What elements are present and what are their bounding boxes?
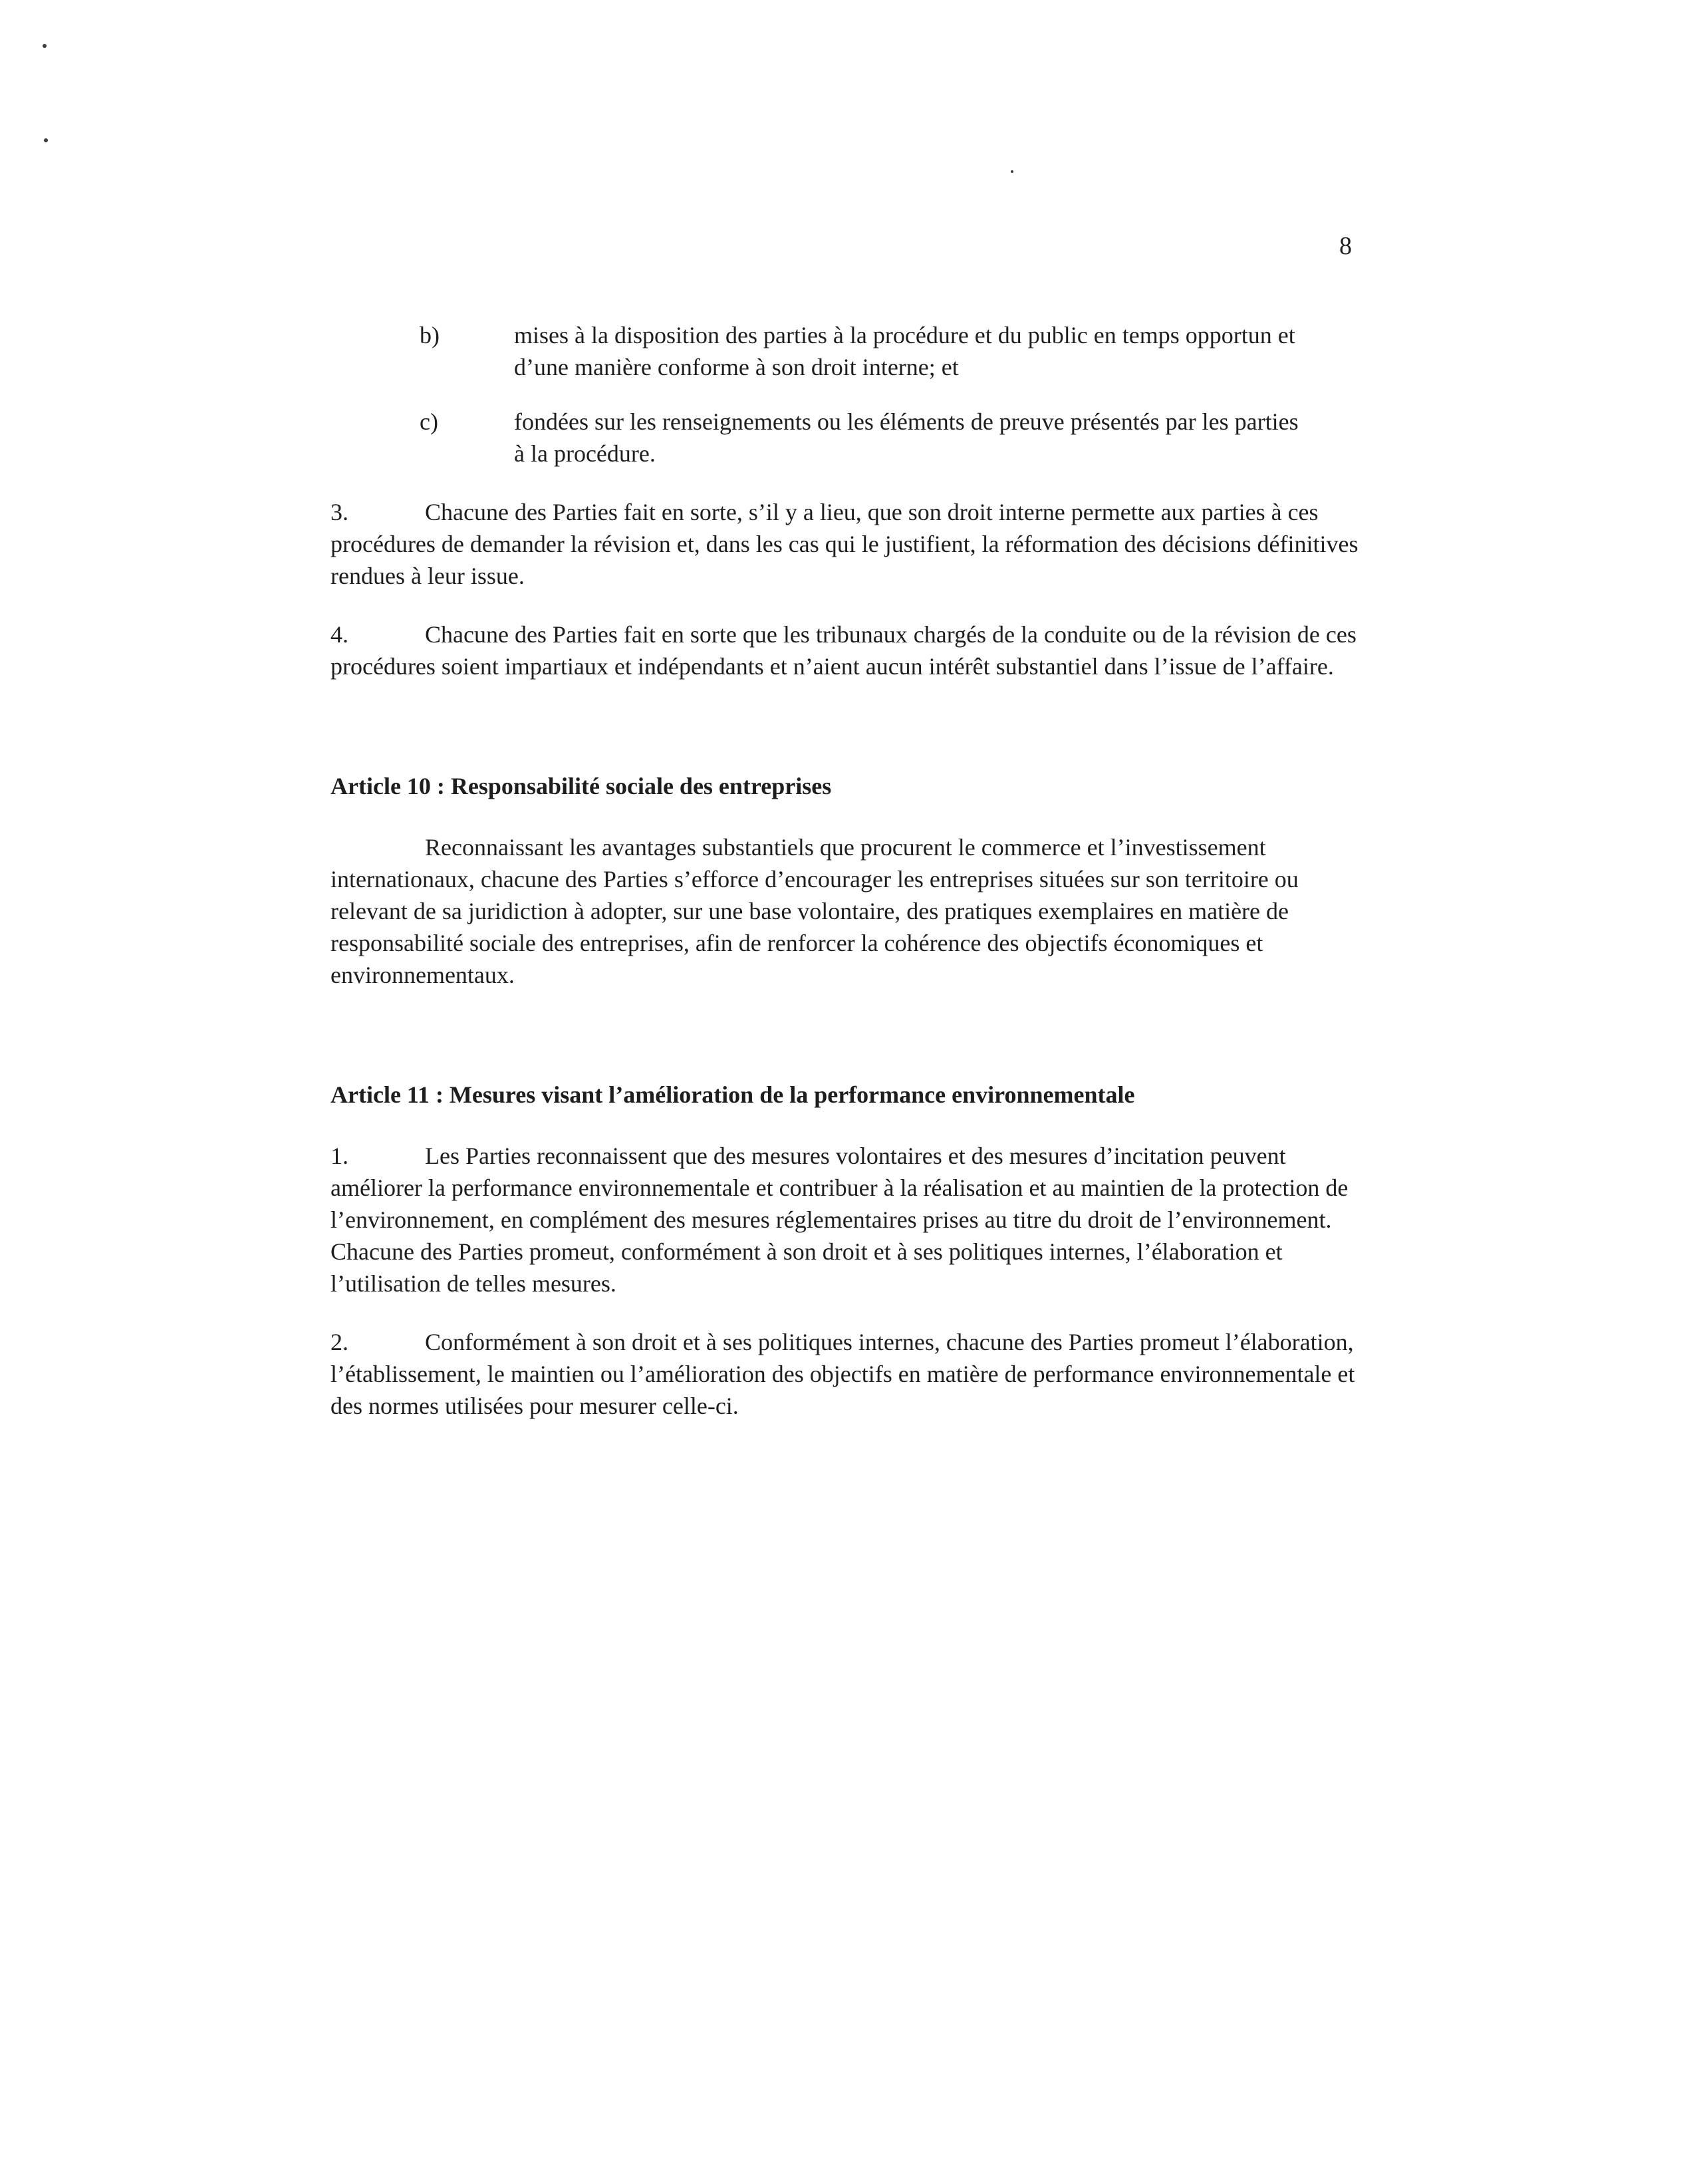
list-item [330, 406, 1363, 470]
paragraph-number: 4. [330, 621, 348, 648]
list-item-marker: b) [420, 322, 440, 348]
list-item-marker: c) [420, 408, 438, 435]
paragraph-text: Conformément à son droit et à ses politiques internes, chacune des Parties promeut l’élaboration, l’établissement, le maintien ou l’amélioration des objectifs en matière de performance environnementale et des normes utilisées pour mesurer celle-ci. [330, 1329, 1355, 1419]
article-11-heading: Article 11 : Mesures visant l’amélioration de la performance environnementale [330, 1081, 1135, 1108]
list-item-text: fondées sur les renseignements ou les éléments de preuve présentés par les parties à la procédure. [514, 408, 1299, 467]
article-10-paragraph: Reconnaissant les avantages substantiels que procurent le commerce et l’investissement internationaux, chacune des Parties s’efforce d’encourager les entreprises situées sur son territoire ou relevant de sa juridiction à adopter, sur une base volontaire, des pratiques exemplaires en matière de responsabilité sociale des entreprises, afin de renforcer la cohérence des objectifs économiques et environnementaux. [330, 834, 1299, 988]
paragraph-number: 3. [330, 499, 348, 525]
paragraph-number: 2. [330, 1329, 348, 1355]
scan-speck [1011, 170, 1013, 173]
scan-speck [44, 138, 48, 142]
paragraph [330, 618, 1363, 682]
article-10-heading: Article 10 : Responsabilité sociale des entreprises [330, 773, 832, 799]
paragraph-number: 1. [330, 1143, 348, 1169]
page-number: 8 [1339, 232, 1352, 260]
scan-speck [43, 44, 47, 48]
paragraph-text: Chacune des Parties fait en sorte, s’il y a lieu, que son droit interne permette aux parties à ces procédures de demander la révision et, dans les cas qui le justifient, la réformation des décisions définitives rendues à leur issue. [330, 499, 1359, 589]
paragraph-text: Les Parties reconnaissent que des mesures volontaires et des mesures d’incitation peuvent améliorer la performance environnementale et contribuer à la réalisation et au maintien de la protection de l’environnement, en complément des mesures réglementaires prises au titre du droit de l’environnement. Chacune des Parties promeut, conformément à son droit et à ses politiques internes, l’élaboration et l’utilisation de telles mesures. [330, 1143, 1349, 1297]
paragraph [330, 496, 1363, 592]
paragraph [330, 1326, 1363, 1422]
paragraph [330, 1140, 1363, 1299]
list-item-text: mises à la disposition des parties à la procédure et du public en temps opportun et d’une manière conforme à son droit interne; et [514, 322, 1295, 380]
list-item [330, 319, 1363, 383]
paragraph-text: Chacune des Parties fait en sorte que les tribunaux chargés de la conduite ou de la révision de ces procédures soient impartiaux et indépendants et n’aient aucun intérêt substantiel dans l’issue de l’affaire. [330, 621, 1357, 680]
document-body [330, 319, 1363, 1448]
